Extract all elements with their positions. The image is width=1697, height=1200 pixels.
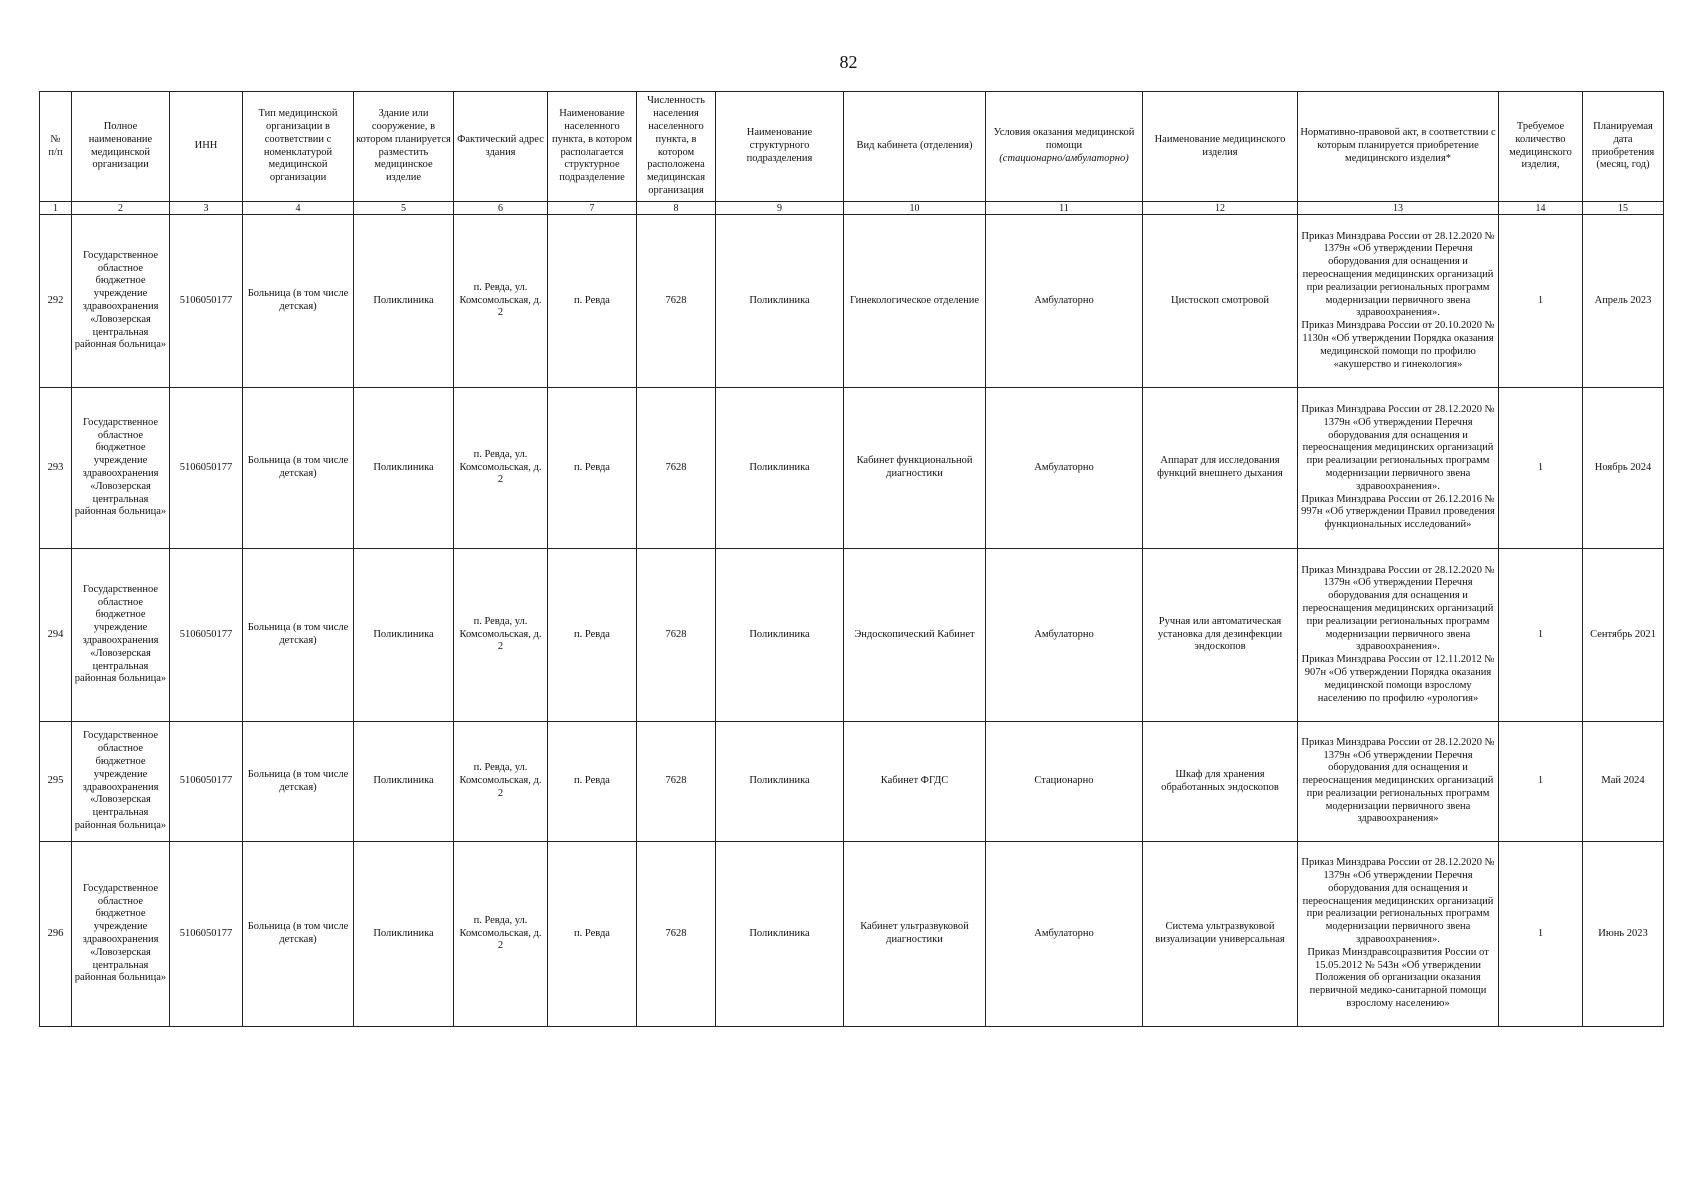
header-cell: Здание или сооружение, в котором планируется разместить медицинское изделие (354, 92, 454, 202)
legal-act: Приказ Минздрава России от 28.12.2020 № 1379н «Об утверждении Перечня оборудования для оснащения и переоснащения медицинских организаций при реализации региональных программ модернизации первичного звена здравоохранения». Приказ Минздрава России от 26.12.2016 № 997н «Об утверждении Правил проведения функциональных исследований» (1298, 388, 1499, 549)
locality: п. Ревда (548, 722, 637, 842)
column-number: 12 (1143, 202, 1298, 215)
header-cell: ИНН (170, 92, 243, 202)
org-name: Государственное областное бюджетное учреждение здравоохранения «Ловозерская центральная районная больница» (72, 722, 170, 842)
column-number: 15 (1583, 202, 1664, 215)
purchase-date: Апрель 2023 (1583, 215, 1664, 388)
legal-act: Приказ Минздрава России от 28.12.2020 № 1379н «Об утверждении Перечня оборудования для оснащения и переоснащения медицинских организаций при реализации региональных программ модернизации первичного звена здравоохранения» (1298, 722, 1499, 842)
conditions: Стационарно (986, 722, 1143, 842)
cabinet: Кабинет функциональной диагностики (844, 388, 986, 549)
building: Поликлиника (354, 388, 454, 549)
population: 7628 (637, 215, 716, 388)
conditions: Амбулаторно (986, 215, 1143, 388)
row-number: 295 (40, 722, 72, 842)
legal-act: Приказ Минздрава России от 28.12.2020 № 1379н «Об утверждении Перечня оборудования для оснащения и переоснащения медицинских организаций при реализации региональных программ модернизации первичного звена здравоохранения». Приказ Минздрава России от 20.10.2020 № 1130н «Об утверждении Порядка оказания медицинской помощи по профилю «акушерство и гинекология» (1298, 215, 1499, 388)
header-cell: Наименование населенного пункта, в котором располагается структурное подразделение (548, 92, 637, 202)
org-type: Больница (в том числе детская) (243, 215, 354, 388)
row-number: 293 (40, 388, 72, 549)
locality: п. Ревда (548, 388, 637, 549)
header-cell: Планируемая дата приобретения (месяц, год) (1583, 92, 1664, 202)
cabinet: Гинекологическое отделение (844, 215, 986, 388)
org-name: Государственное областное бюджетное учреждение здравоохранения «Ловозерская центральная районная больница» (72, 215, 170, 388)
column-number: 2 (72, 202, 170, 215)
equipment-table (39, 91, 1664, 1027)
column-number: 1 (40, 202, 72, 215)
header-cell-text: Условия оказания медицинской помощи (993, 127, 1135, 152)
org-name: Государственное областное бюджетное учреждение здравоохранения «Ловозерская центральная районная больница» (72, 842, 170, 1027)
column-number: 10 (844, 202, 986, 215)
column-number: 3 (170, 202, 243, 215)
purchase-date: Май 2024 (1583, 722, 1664, 842)
subdivision: Поликлиника (716, 388, 844, 549)
header-row (40, 92, 1664, 202)
subdivision: Поликлиника (716, 842, 844, 1027)
org-type: Больница (в том числе детская) (243, 388, 354, 549)
header-cell: Требуемое количество медицинского изделия, (1499, 92, 1583, 202)
legal-act: Приказ Минздрава России от 28.12.2020 № 1379н «Об утверждении Перечня оборудования для оснащения и переоснащения медицинских организаций при реализации региональных программ модернизации первичного звена здравоохранения». Приказ Минздрава России от 12.11.2012 № 907н «Об утверждении Порядка оказания медицинской помощи взрослому населению по профилю «урология» (1298, 549, 1499, 722)
column-number: 6 (454, 202, 548, 215)
building: Поликлиника (354, 215, 454, 388)
device: Цистоскоп смотровой (1143, 215, 1298, 388)
table-row (40, 722, 1664, 842)
row-number: 296 (40, 842, 72, 1027)
quantity: 1 (1499, 215, 1583, 388)
purchase-date: Сентябрь 2021 (1583, 549, 1664, 722)
org-name: Государственное областное бюджетное учреждение здравоохранения «Ловозерская центральная районная больница» (72, 388, 170, 549)
conditions: Амбулаторно (986, 549, 1143, 722)
header-cell-italic: (стационарно/амбулаторно) (999, 152, 1129, 164)
population: 7628 (637, 549, 716, 722)
table-row (40, 388, 1664, 549)
header-cell: Численность населения населенного пункта, в котором расположена медицинская организация (637, 92, 716, 202)
purchase-date: Ноябрь 2024 (1583, 388, 1664, 549)
column-number: 14 (1499, 202, 1583, 215)
column-number: 11 (986, 202, 1143, 215)
quantity: 1 (1499, 549, 1583, 722)
address: п. Ревда, ул. Комсомольская, д. 2 (454, 388, 548, 549)
device: Шкаф для хранения обработанных эндоскопов (1143, 722, 1298, 842)
header-cell: Фактический адрес здания (454, 92, 548, 202)
table-row (40, 842, 1664, 1027)
inn: 5106050177 (170, 549, 243, 722)
header-cell: Тип медицинской организации в соответствии с номенклатурой медицинской организации (243, 92, 354, 202)
subdivision: Поликлиника (716, 215, 844, 388)
column-number: 4 (243, 202, 354, 215)
header-cell: Полное наименование медицинской организации (72, 92, 170, 202)
address: п. Ревда, ул. Комсомольская, д. 2 (454, 215, 548, 388)
population: 7628 (637, 722, 716, 842)
population: 7628 (637, 842, 716, 1027)
column-number: 8 (637, 202, 716, 215)
org-name: Государственное областное бюджетное учреждение здравоохранения «Ловозерская центральная районная больница» (72, 549, 170, 722)
inn: 5106050177 (170, 215, 243, 388)
locality: п. Ревда (548, 842, 637, 1027)
device: Ручная или автоматическая установка для дезинфекции эндоскопов (1143, 549, 1298, 722)
building: Поликлиника (354, 842, 454, 1027)
quantity: 1 (1499, 388, 1583, 549)
legal-act: Приказ Минздрава России от 28.12.2020 № 1379н «Об утверждении Перечня оборудования для оснащения и переоснащения медицинских организаций при реализации региональных программ модернизации первичного звена здравоохранения». Приказ Минздравсоцразвития России от 15.05.2012 № 543н «Об утверждении Положения об организации оказания первичной медико-санитарной помощи взрослому населению» (1298, 842, 1499, 1027)
building: Поликлиника (354, 722, 454, 842)
inn: 5106050177 (170, 388, 243, 549)
subdivision: Поликлиника (716, 549, 844, 722)
header-cell: Наименование структурного подразделения (716, 92, 844, 202)
address: п. Ревда, ул. Комсомольская, д. 2 (454, 722, 548, 842)
locality: п. Ревда (548, 215, 637, 388)
row-number: 294 (40, 549, 72, 722)
device: Аппарат для исследования функций внешнего дыхания (1143, 388, 1298, 549)
address: п. Ревда, ул. Комсомольская, д. 2 (454, 842, 548, 1027)
header-cell: № п/п (40, 92, 72, 202)
header-cell (986, 92, 1143, 202)
building: Поликлиника (354, 549, 454, 722)
table-row (40, 215, 1664, 388)
org-type: Больница (в том числе детская) (243, 549, 354, 722)
inn: 5106050177 (170, 842, 243, 1027)
column-number: 7 (548, 202, 637, 215)
cabinet: Эндоскопический Кабинет (844, 549, 986, 722)
purchase-date: Июнь 2023 (1583, 842, 1664, 1027)
address: п. Ревда, ул. Комсомольская, д. 2 (454, 549, 548, 722)
conditions: Амбулаторно (986, 842, 1143, 1027)
header-cell: Наименование медицинского изделия (1143, 92, 1298, 202)
subdivision: Поликлиника (716, 722, 844, 842)
inn: 5106050177 (170, 722, 243, 842)
column-number: 13 (1298, 202, 1499, 215)
column-number-row (40, 202, 1664, 215)
quantity: 1 (1499, 722, 1583, 842)
column-number: 5 (354, 202, 454, 215)
locality: п. Ревда (548, 549, 637, 722)
quantity: 1 (1499, 842, 1583, 1027)
row-number: 292 (40, 215, 72, 388)
device: Система ультразвуковой визуализации универсальная (1143, 842, 1298, 1027)
header-cell: Вид кабинета (отделения) (844, 92, 986, 202)
table-row (40, 549, 1664, 722)
header-cell: Нормативно-правовой акт, в соответствии с которым планируется приобретение медицинского изделия* (1298, 92, 1499, 202)
population: 7628 (637, 388, 716, 549)
org-type: Больница (в том числе детская) (243, 722, 354, 842)
cabinet: Кабинет ФГДС (844, 722, 986, 842)
column-number: 9 (716, 202, 844, 215)
cabinet: Кабинет ультразвуковой диагностики (844, 842, 986, 1027)
conditions: Амбулаторно (986, 388, 1143, 549)
page-number: 82 (839, 52, 858, 72)
org-type: Больница (в том числе детская) (243, 842, 354, 1027)
